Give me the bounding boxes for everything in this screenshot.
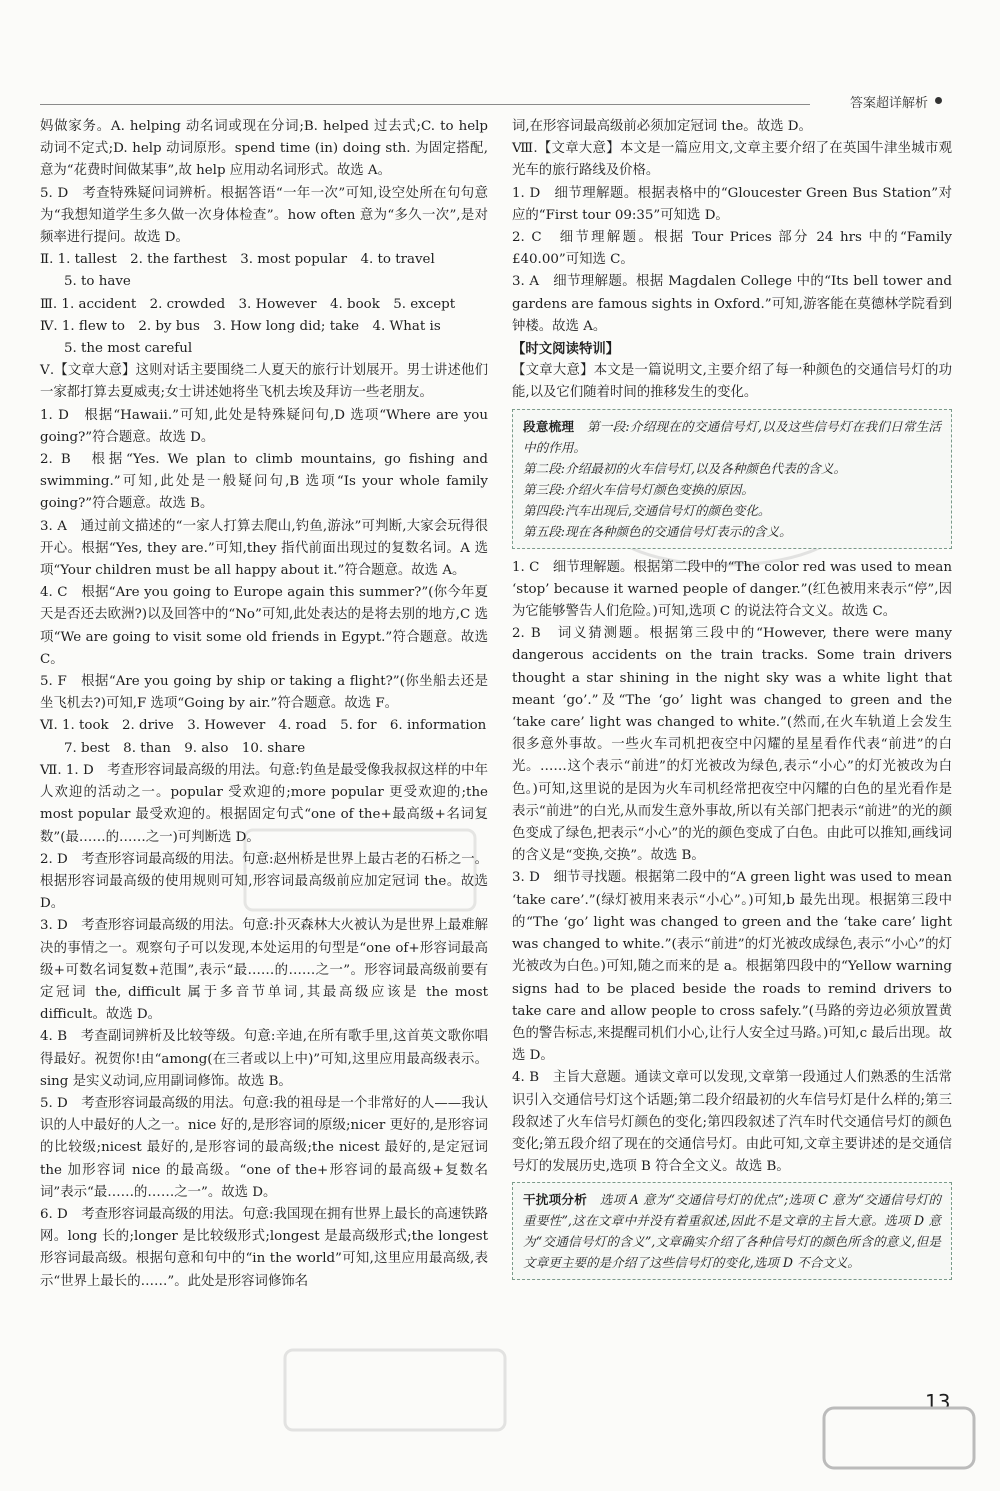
answer-paragraph: 4. C 根据“Are you going to Europe again this summer?”(你今年夏天是否还去欧洲?)以及回答中的“No”可知,此处表达的是将去别的地方,C 选项“We are going to visit some old friends in Egypt.”符合题意。故选 C。 [40, 585, 488, 667]
distractor-text [523, 1189, 941, 1273]
answer-paragraph: 词,在形容词最高级前必须加定冠词 the。故选 D。 [512, 119, 812, 134]
header-rule [40, 104, 810, 105]
logo-watermark-icon [820, 1400, 980, 1480]
answer-paragraph: 5. D 考查形容词最高级的用法。句意:我的祖母是一个非常好的人——我认识的人中最好的人之一。nice 好的,是形容词的原级;nicer 更好的,是形容词的比较级;nicest 最好的,是形容词的最高级;the nicest 最好的,是定冠词 the 加形容词 nice 的最高级。“one of the+形容词的最高级+复数名词”表示“最……的……之一”。故选 D。 [40, 1095, 488, 1200]
answer-paragraph: 5. D 考查特殊疑问词辨析。根据答语“一年一次”可知,设空处所在句句意为“我想知道学生多久做一次身体检查”。how often 意为“多久一次”,是对频率进行提问。故选 D。 [40, 185, 488, 246]
answer-paragraph: 2. D 考查形容词最高级的用法。句意:赵州桥是世界上最古老的石桥之一。根据形容词最高级的使用规则可知,形容词最高级前应加定冠词 the。故选 D。 [40, 851, 488, 912]
answer-paragraph: 1. C 细节理解题。根据第二段中的“The color red was used to mean ‘stop’ because it warned people of danger.”(红色被用来表示“停”,因为它能够警告人们危险。)可知,选项 C 的说法符合文义。故选 C。 [512, 559, 952, 620]
summary-text: 第一段:介绍现在的交通信号灯,以及这些信号灯在我们日常生活中的作用。 [523, 418, 942, 455]
answer-paragraph: 3. A 通过前文描述的“一家人打算去爬山,钓鱼,游泳”可判断,大家会玩得很开心。根据“Yes, they are.”可知,they 指代前面出现过的复数名词。A 选项“Your children must be all happy about it.”符合题意。故选 A。 [40, 518, 488, 579]
answer-line: Ⅳ. 1. flew to 2. by bus 3. How long did; take 4. What is [40, 318, 441, 334]
answer-paragraph: 妈做家务。A. helping 动名词或现在分词;B. helped 过去式;C. to help 动词不定式;D. help 动词原形。spend time (in) doing sth. 为固定搭配,意为“花费时间做某事”,故 help 应用动名词形式。故选 A。 [40, 119, 488, 179]
summary-line: 第三段:介绍火车信号灯颜色变换的原因。 [523, 481, 754, 497]
answer-paragraph: Ⅷ.【文章大意】本文是一篇应用文,文章主要介绍了在英国牛津坐城市观光车的旅行路线及价格。 [512, 141, 952, 179]
answer-line: Ⅵ. 1. took 2. drive 3. However 4. road 5. for 6. information [40, 718, 487, 734]
answer-line: Ⅲ. 1. accident 2. crowded 3. However 4. book 5. except [40, 296, 456, 312]
summary-line: 第四段:汽车出现后,交通信号灯的颜色变化。 [523, 502, 771, 518]
header-title: 答案超详解析 [849, 96, 928, 111]
answer-paragraph: 4. B 考查副词辨析及比较等级。句意:辛迪,在所有歌手里,这首英文歌你唱得最好。祝贺你!由“among(在三者或以上中)”可知,这里应用最高级表示。sing 是实义动词,应用副词修饰。故选 B。 [40, 1029, 488, 1089]
answer-paragraph: 4. B 主旨大意题。通读文章可以发现,文章第一段通过人们熟悉的生活常识引入交通信号灯这个话题;第二段介绍最初的火车信号灯是什么样的;第三段叙述了火车信号灯颜色的变化;第四段叙述了汽车时代交通信号灯的颜色变化;第五段介绍了现在的交通信号灯。由此可知,文章主要讲述的是交通信号灯的发展历史,选项 B 符合全文义。故选 B。 [512, 1070, 952, 1175]
left-column [40, 116, 488, 1293]
answer-paragraph: 【文章大意】本文是一篇说明文,主要介绍了每一种颜色的交通信号灯的功能,以及它们随着时间的推移发生的变化。 [512, 363, 952, 401]
answer-line: 5. the most careful [64, 341, 193, 357]
answer-paragraph: 2. C 细节理解题。根据 Tour Prices 部分 24 hrs 中的“Family £40.00”可知选 C。 [512, 230, 952, 268]
answer-line: 7. best 8. than 9. also 10. share [64, 740, 306, 756]
answer-line: 5. to have [64, 274, 131, 290]
answer-paragraph: 5. F 根据“Are you going by ship or taking a flight?”(你坐船去还是坐飞机去?)可知,F 选项“Going by air.”符合题意。故选 F。 [40, 674, 488, 712]
distractor-body: 选项 A 意为“交通信号灯的优点”;选项 C 意为“交通信号灯的重要性”,这在文章中并没有着重叙述,因此不是文章的主旨大意。选项 D 意为“交通信号灯的含义”,文章确实介绍了各种信号灯的颜色所含的意义,但是文章更主要的是介绍了这些信号灯的变化,选项 D 不合文义。 [523, 1192, 942, 1271]
box-tag: 干扰项分析 [523, 1192, 588, 1208]
header-dot-icon [935, 97, 942, 104]
answer-paragraph: 3. D 考查形容词最高级的用法。句意:扑灭森林大火被认为是世界上最难解决的事情之一。观察句子可以发现,本处运用的句型是“one of+形容词最高级+可数名词复数+范围”,表示“最……的……之一”。形容词最高级前要有定冠词 the, difficult 属于多音节单词,其最高级应该是 the most difficult。故选 D。 [40, 918, 488, 1023]
box-tag: 段意梳理 [523, 418, 575, 434]
answer-paragraph: 1. D 细节理解题。根据表格中的“Gloucester Green Bus Station”对应的“First tour 09:35”可知选 D。 [512, 185, 952, 223]
section-title: 【时文阅读特训】 [512, 341, 620, 358]
summary-line: 第二段:介绍最初的火车信号灯,以及各种颜色代表的含义。 [523, 460, 847, 476]
answer-paragraph: Ⅴ.【文章大意】这则对话主要围绕二人夏天的旅行计划展开。男士讲述他们一家都打算去夏威夷;女士讲述她将坐飞机去埃及拜访一些老朋友。 [40, 363, 488, 401]
page-number: 13 [925, 1390, 951, 1414]
answer-paragraph: 3. D 细节寻找题。根据第二段中的“A green light was used to mean ‘take care’.”(绿灯被用来表示“小心”。)可知,b 最先出现。根据第三段中的“The ‘go’ light was changed to green and the ‘take care’ light was changed to white.”(表示“前进”的灯光被改成绿色,表示“小心”的灯光被改为白色。)可知,随之而来的是 a。根据第四段中的“Yellow warning signs had to be placed beside the roads to remind drivers to take care and allow people to cross safely.”(马路的旁边必须放置黄色的警告标志,来提醒司机们小心,让行人安全过马路。)可知,c 最后出现。故选 D。 [512, 870, 952, 1064]
answer-line: Ⅱ. 1. tallest 2. the farthest 3. most popular 4. to travel [40, 252, 435, 268]
paragraph-summary-box [512, 409, 952, 549]
answer-paragraph: 3. A 细节理解题。根据 Magdalen College 中的“Its bell tower and gardens are famous sights in Oxford.”可知,游客能在莫德林学院看到钟楼。故选 A。 [512, 274, 952, 334]
answer-paragraph: 2. B 词义猜测题。根据第三段中的“However, there were many dangerous accidents on the train tracks. Some train drivers thought a star shining in the night sky was a white light that meant ‘go’.”及“The ‘go’ light was changed to green and the ‘take care’ light was changed to white.”(然而,在火车轨道上会发生很多意外事故。一些火车司机把夜空中闪耀的星星看作代表“前进”的白光。……这个表示“前进”的灯光被改为绿色,表示“小心”的灯光被改为白色。)可知,这里说的是因为火车司机经常把夜空中闪耀的白色的星光看作是表示“前进”的白光,从而发生意外事故,所以有关部门把表示“前进”的光的颜色变成了绿色,把表示“小心”的光的颜色变成了白色。由此可以推知,画线词的含义是“变换,交换”。故选 B。 [512, 626, 952, 864]
distractor-analysis-box [512, 1182, 952, 1280]
right-column [512, 116, 952, 1288]
answer-paragraph: 6. D 考查形容词最高级的用法。句意:我国现在拥有世界上最长的高速铁路网。long 长的;longer 是比较级形式;longest 是最高级形式;the longest 形容词最高级。根据句意和句中的“in the world”可知,这里应用最高级,表示“世界上最长的……”。此处是形容词修饰名 [40, 1206, 488, 1289]
stamp-watermark [280, 1340, 510, 1440]
summary-line: 第五段:现在各种颜色的交通信号灯表示的含义。 [523, 523, 792, 539]
answer-paragraph: Ⅶ. 1. D 考查形容词最高级的用法。句意:钓鱼是最受像我叔叔这样的中年人欢迎的活动之一。popular 受欢迎的;more popular 更受欢迎的;the most popular 最受欢迎的。根据固定句式“one of the+最高级+名词复数”(最……的……之一)可判断选 D。 [40, 762, 488, 845]
summary-line-1 [523, 416, 941, 458]
answer-paragraph: 2. B 根据“Yes. We plan to climb mountains, go fishing and swimming.”可知,此处是一般疑问句,B 选项“Is your whole family going?”符合题意。故选 B。 [40, 452, 488, 512]
answer-paragraph: 1. D 根据“Hawaii.”可知,此处是特殊疑问句,D 选项“Where are you going?”符合题意。故选 D。 [40, 407, 488, 445]
